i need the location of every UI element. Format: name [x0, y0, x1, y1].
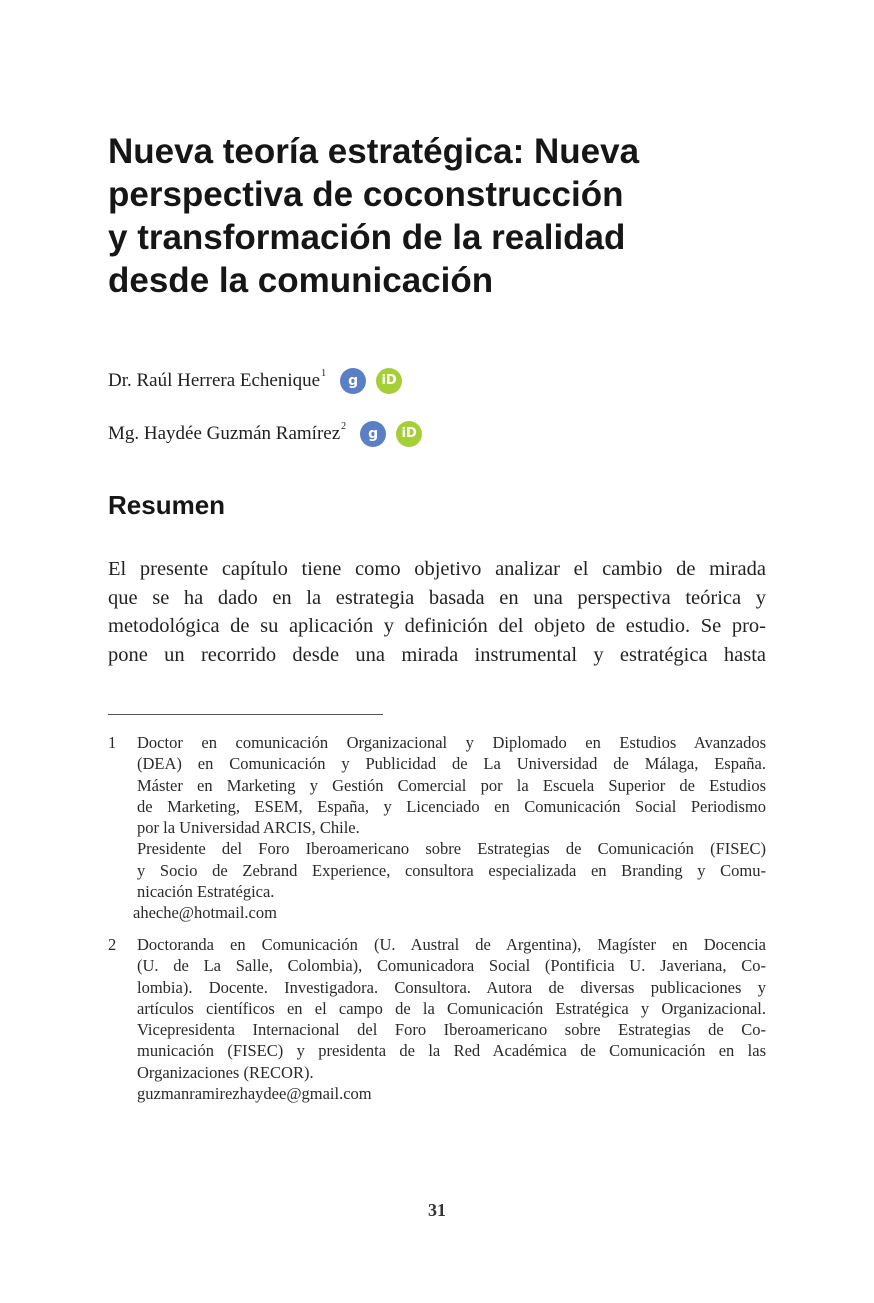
footnote-line: de Marketing, ESEM, España, y Licenciado en Comunicación Social Periodismo [137, 796, 766, 816]
footnote-line: Presidente del Foro Iberoamericano sobre Estrategias de Comunicación (FISEC) [137, 839, 766, 859]
footnote-line: lombia). Docente. Investigadora. Consultora. Autora de diversas publicaciones y [137, 977, 766, 997]
footnote-line: artículos científicos en el campo de la Comunicación Estratégica y Organizacional. [137, 998, 766, 1018]
page-number: 31 [428, 1200, 446, 1220]
title-line: y transformación de la realidad [108, 218, 626, 257]
footnote-body [137, 934, 766, 1104]
section-heading-resumen: Resumen [108, 490, 226, 520]
author-1: Dr. Raúl Herrera Echenique $^1$ g iD [108, 368, 402, 394]
footnote-line: nicación Estratégica. [137, 882, 275, 902]
footnote-line: Vicepresidenta Internacional del Foro Iberoamericano sobre Estrategias de Co- [137, 1020, 766, 1040]
author-name: Dr. Raúl Herrera Echenique [108, 370, 321, 391]
footnote-divider [108, 714, 383, 715]
footnote-line: (DEA) en Comunicación y Publicidad de La Universidad de Málaga, España. [137, 754, 766, 774]
author-2: Mg. Haydée Guzmán Ramírez $^2$ g iD [108, 421, 422, 447]
footnote-line: Doctor en comunicación Organizacional y Diplomado en Estudios Avanzados [137, 733, 766, 752]
orcid-icon[interactable]: iD [376, 368, 402, 394]
footnote-line: Máster en Marketing y Gestión Comercial por la Escuela Superior de Estudios [137, 775, 766, 795]
footnote-body [133, 732, 766, 924]
footnote-line: Organizaciones (RECOR). [137, 1062, 314, 1082]
abstract-line: metodológica de su aplicación y definición del objeto de estudio. Se pro- [108, 615, 766, 637]
orcid-icon[interactable]: iD [396, 421, 422, 447]
email-link[interactable]: aheche@hotmail.com [133, 903, 277, 923]
author-name: Mg. Haydée Guzmán Ramírez [108, 423, 341, 444]
abstract-line: que se ha dado en la estrategia basada en una perspectiva teórica y [108, 586, 766, 609]
footnote-number: 1 [108, 733, 117, 752]
footnote-2 [108, 934, 766, 1104]
footnote-line: por la Universidad ARCIS, Chile. [137, 818, 360, 838]
title-line: perspectiva de coconstrucción [108, 175, 624, 214]
abstract-line: pone un recorrido desde una mirada instrumental y estratégica hasta [108, 643, 766, 666]
email-link[interactable]: guzmanramirezhaydee@gmail.com [137, 1084, 372, 1104]
footnote-1 [108, 732, 766, 924]
footnote-number: 2 [108, 935, 117, 954]
footnote-line: Doctoranda en Comunicación (U. Austral de Argentina), Magíster en Docencia [137, 935, 766, 954]
google-scholar-icon[interactable]: g [360, 421, 386, 447]
google-scholar-icon[interactable]: g [340, 368, 366, 394]
footnote-line: (U. de La Salle, Colombia), Comunicadora Social (Pontificia U. Javeriana, Co- [137, 956, 766, 976]
footnote-line: y Socio de Zebrand Experience, consultora especializada en Branding y Comu- [137, 860, 766, 880]
abstract-paragraph [108, 555, 766, 669]
chapter-title [108, 130, 748, 302]
abstract-line: El presente capítulo tiene como objetivo analizar el cambio de mirada [108, 558, 766, 580]
title-line: desde la comunicación [108, 261, 494, 300]
title-line: Nueva teoría estratégica: Nueva [108, 132, 640, 171]
footnote-line: municación (FISEC) y presidenta de la Red Académica de Comunicación en las [137, 1041, 766, 1061]
